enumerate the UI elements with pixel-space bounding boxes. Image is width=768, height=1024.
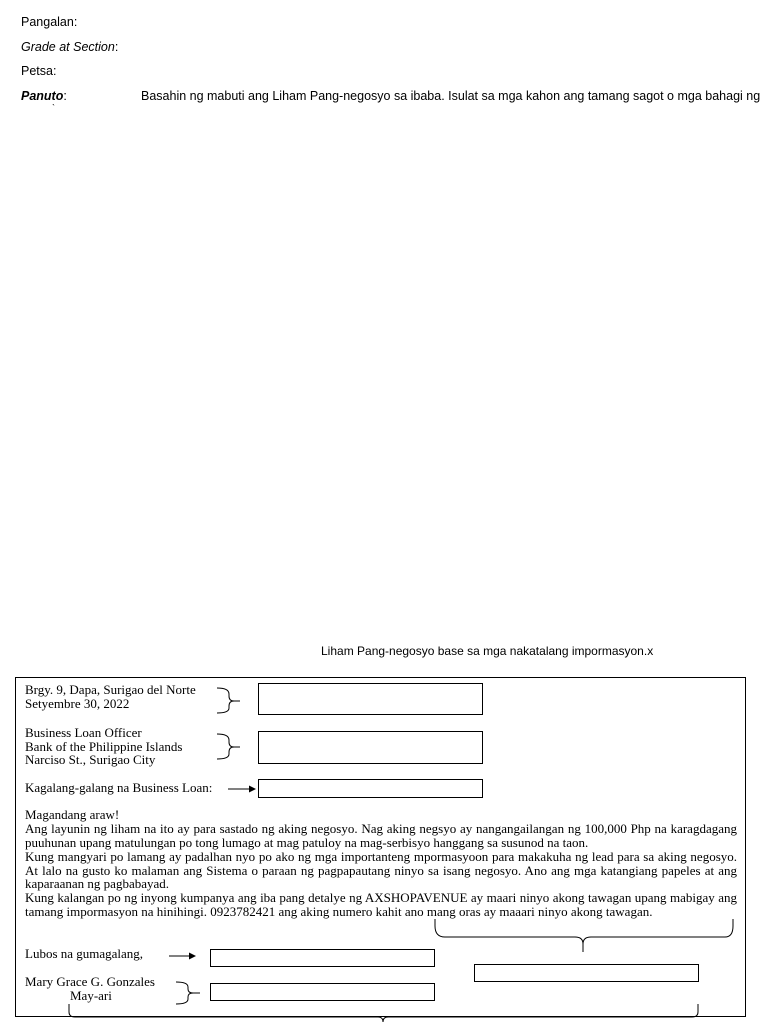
- signature-name: Mary Grace G. Gonzales: [25, 974, 155, 989]
- instructions-label-text: Panuto: [21, 89, 64, 103]
- complimentary-close: Lubos na gumagalang,: [25, 946, 144, 961]
- grade-section-colon: :: [114, 40, 119, 54]
- date-label: Petsa:: [21, 64, 57, 78]
- letter-bottom-brace-icon: [69, 1004, 698, 1022]
- heading-address: Brgy. 9, Dapa, Surigao del Norte: [25, 682, 196, 697]
- body-paragraph-2: Kung mangyari po lamang ay padalhan nyo po ako ng mga importanteng mpormasyoon para makakuha ng lead para sa aking negosyo. At lalo na gusto ko malaman ang Sistema o paraan ng pagpapautang ninyo sa isang negosyo. Ano ang mga katangiang papeles at ang kaparaanan ng pagbabayad.: [25, 849, 737, 891]
- inside-address-line3: Narciso St., Surigao City: [25, 752, 156, 767]
- heading-brace-icon: [217, 688, 234, 713]
- letter-caption: Liham Pang-negosyo base sa mga nakatalang impormasyon.x: [321, 644, 654, 658]
- signature-brace-icon: [176, 982, 193, 1004]
- greeting: Magandang araw!: [25, 807, 120, 822]
- inside-address-line1: Business Loan Officer: [25, 725, 142, 740]
- instructions-label-colon: :: [63, 89, 67, 103]
- cut-mark: `: [52, 103, 55, 113]
- body-paragraph-3: Kung kalangan po ng inyong kumpanya ang iba pang detalye ng AXSHOPAVENUE ay maari ninyo akong tawagan upang mabigay ang tamang impormasyon na hinihingi. 0923782421 ang aking numero kahit ano mang oras ay maaari ninyo akong tawagan.: [25, 890, 737, 919]
- grade-section-text: Grade at Section: [21, 40, 115, 54]
- heading-date: Setyembre 30, 2022: [25, 695, 130, 711]
- inside-address-brace-icon: [217, 734, 234, 759]
- instructions-text: Basahin ng mabuti ang Liham Pang-negosyo sa ibaba. Isulat sa mga kahon ang tamang sagot o mga bahagi ng: [141, 89, 761, 103]
- inside-address-line2: Bank of the Philippine Islands: [25, 738, 183, 754]
- body-brace-icon: [435, 919, 733, 944]
- signature-title: May-ari: [70, 988, 112, 1003]
- name-label: Pangalan:: [21, 15, 78, 29]
- body-paragraph-1: Ang layunin ng liham na ito ay para sastado ng aking negosyo. Nag aking negsyo ay nangangailangan ng 100,000 Php na karagdagang puuhunan upang matulungan po tong lumago at mag patuloy na mag-serbisyo hanggang sa susunod na taon.: [25, 821, 737, 850]
- salutation: Kagalang-galang na Business Loan:: [25, 780, 213, 795]
